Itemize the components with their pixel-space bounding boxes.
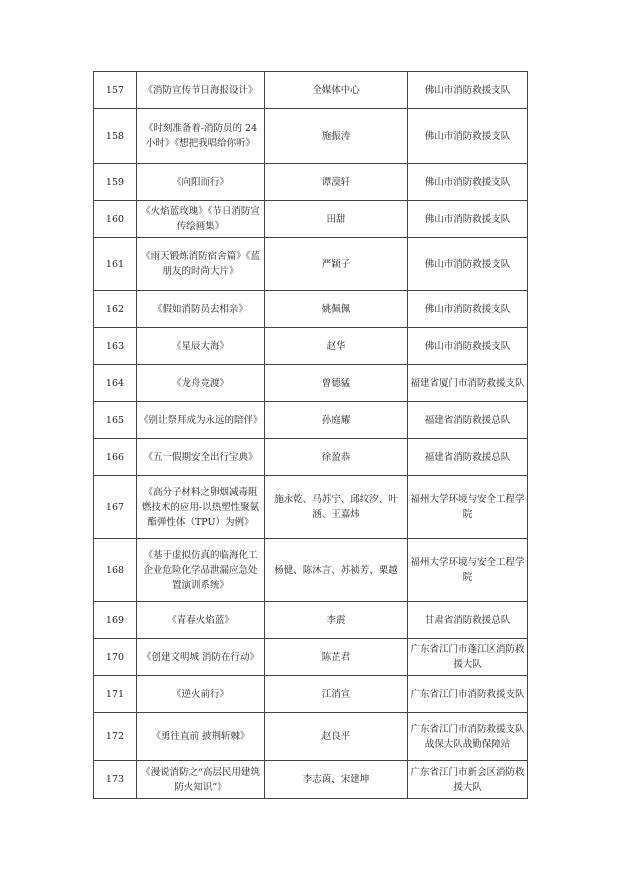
unit-cell [408,365,528,402]
row-number-cell [94,238,137,291]
author-cell [265,164,408,201]
author-cell [265,439,408,476]
unit-cell [408,539,528,602]
unit-text: 广东省江门市新会区消防救援大队 [410,766,525,793]
unit-cell [408,328,528,365]
author-text: 全媒体中心 [312,84,360,96]
work-title-cell [137,109,265,164]
work-title-text: 《勇往直前 披荆斩棘》 [151,731,250,742]
unit-cell [408,761,528,799]
author-cell [265,602,408,639]
row-number-cell [94,328,137,365]
author-text: 赵良平 [321,731,351,742]
unit-cell [408,639,528,676]
unit-cell [408,676,528,713]
author-text: 杨健、陈沐言、苏祯芳、栗越 [274,564,398,576]
table-row [94,476,528,539]
author-cell [265,713,408,761]
row-number-text: 167 [105,501,125,513]
row-number-cell [94,713,137,761]
row-number-cell [94,539,137,602]
table-row [94,365,528,402]
author-cell [265,539,408,602]
author-text: 施永乾、马苏宁、邱纹汐、叶涵、王嘉炜 [274,494,398,520]
work-title-text: 《雨天锻炼消防宿舍篇》《蓝朋友的时尚大片》 [141,251,260,277]
unit-cell [408,713,528,761]
row-number-text: 160 [105,213,125,225]
unit-text: 广东省江门市消防救援支队战保大队战勤保障站 [410,723,525,750]
author-cell [265,201,408,238]
work-title-text: 《别让祭拜成为永远的陪伴》 [139,414,263,426]
work-title-cell [137,365,265,402]
author-text: 李震 [326,614,346,626]
author-text: 徐盈恭 [321,451,351,463]
unit-text: 佛山市消防救援支队 [424,258,511,270]
work-title-text: 《时刻准备着-消防员的 24 小时》《想把我唱给你听》 [143,123,258,149]
row-number-text: 164 [105,377,125,389]
work-title-text: 《创建文明城 消防在行动》 [141,651,260,663]
row-number-text: 168 [105,564,125,576]
work-title-cell [137,164,265,201]
work-title-cell [137,639,265,676]
work-title-text: 《火焰蓝玫瑰》《节日消防宣传绘画集》 [141,206,260,232]
work-title-cell [137,676,265,713]
author-text: 施振涛 [321,130,351,142]
unit-text: 佛山市消防救援支队 [424,176,511,188]
work-title-text: 《基于虚拟仿真的临海化工企业危险化学品泄漏应急处置演训系统》 [143,549,258,591]
table-row [94,109,528,164]
work-title-cell [137,476,265,539]
work-title-cell [137,238,265,291]
row-number-cell [94,291,137,328]
row-number-cell [94,761,137,799]
work-title-text: 《消防宣传节日海报设计》 [143,84,258,96]
work-title-cell [137,328,265,365]
table-row [94,72,528,109]
row-number-text: 165 [105,414,125,426]
unit-cell [408,291,528,328]
work-title-text: 《向阳而行》 [171,176,229,188]
table-row [94,713,528,761]
row-number-cell [94,72,137,109]
author-cell [265,402,408,439]
author-text: 谭漠轩 [321,176,351,188]
author-cell [265,109,408,164]
table-row [94,238,528,291]
work-title-text: 《龙舟竞渡》 [171,377,229,389]
unit-text: 佛山市消防救援支队 [424,130,511,142]
table-row [94,539,528,602]
unit-text: 福州大学环境与安全工程学院 [410,557,525,583]
row-number-cell [94,476,137,539]
work-title-cell [137,761,265,799]
row-number-cell [94,109,137,164]
row-number-cell [94,402,137,439]
row-number-cell [94,365,137,402]
row-number-cell [94,439,137,476]
unit-text: 佛山市消防救援支队 [424,340,511,352]
table-row [94,291,528,328]
unit-cell [408,72,528,109]
unit-text: 福州大学环境与安全工程学院 [410,494,525,520]
table-row [94,402,528,439]
work-title-text: 《星辰大海》 [171,340,229,352]
row-number-text: 169 [105,614,125,626]
row-number-text: 173 [105,774,125,785]
work-title-cell [137,439,265,476]
work-title-text: 《高分子材料之卵烟减毒阻燃技术的应用-以热塑性聚氨酯弹性体（TPU）为例》 [141,486,260,528]
table-row [94,639,528,676]
work-title-text: 《漫说消防之“高层民用建筑防火知识”》 [141,766,260,793]
row-number-text: 166 [105,451,125,463]
table-row [94,761,528,799]
row-number-text: 158 [105,130,125,142]
work-title-text: 《青春火焰蓝》 [167,614,234,626]
unit-cell [408,109,528,164]
unit-text: 福建省消防救援总队 [424,451,511,463]
author-cell [265,72,408,109]
unit-text: 福建省厦门市消防救援支队 [410,377,525,389]
author-cell [265,365,408,402]
author-cell [265,476,408,539]
author-text: 江消宣 [321,688,351,700]
work-title-cell [137,539,265,602]
row-number-text: 159 [105,176,125,188]
unit-text: 佛山市消防救援支队 [424,303,511,315]
work-title-text: 《逆火前行》 [171,688,229,700]
author-cell [265,291,408,328]
row-number-text: 172 [105,731,125,742]
unit-text: 广东省江门市消防救援支队 [410,688,525,700]
row-number-cell [94,602,137,639]
unit-cell [408,164,528,201]
work-title-text: 《五一假期安全出行宝典》 [143,451,258,463]
table-row [94,328,528,365]
table-row [94,439,528,476]
author-text: 田甜 [326,213,346,225]
author-cell [265,639,408,676]
author-cell [265,238,408,291]
table-row [94,676,528,713]
author-text: 严颖子 [321,258,351,270]
table-row [94,201,528,238]
table-row [94,602,528,639]
unit-text: 福建省消防救援总队 [424,414,511,426]
award-list-table [93,71,528,799]
table-row [94,164,528,201]
unit-text: 佛山市消防救援支队 [424,213,511,225]
unit-cell [408,476,528,539]
author-text: 曾德猛 [321,377,351,389]
row-number-cell [94,639,137,676]
unit-text: 佛山市消防救援支队 [424,84,511,96]
row-number-cell [94,201,137,238]
author-text: 姚佩佩 [321,303,351,315]
work-title-text: 《假如消防员去相亲》 [152,303,248,315]
row-number-text: 161 [105,258,125,270]
row-number-cell [94,676,137,713]
author-text: 孙庭耀 [321,414,351,426]
row-number-cell [94,164,137,201]
author-cell [265,676,408,713]
unit-cell [408,201,528,238]
unit-text: 甘肃省消防救援总队 [424,614,511,626]
row-number-text: 163 [105,340,125,352]
row-number-text: 157 [105,84,125,96]
author-cell [265,761,408,799]
row-number-text: 170 [105,651,125,663]
unit-cell [408,439,528,476]
author-cell [265,328,408,365]
row-number-text: 171 [105,688,125,700]
unit-cell [408,402,528,439]
work-title-cell [137,713,265,761]
unit-cell [408,238,528,291]
author-text: 赵华 [326,340,346,352]
work-title-cell [137,72,265,109]
work-title-cell [137,602,265,639]
author-text: 李志茵、宋建坤 [302,774,370,785]
work-title-cell [137,402,265,439]
work-title-cell [137,291,265,328]
work-title-cell [137,201,265,238]
unit-cell [408,602,528,639]
unit-text: 广东省江门市蓬江区消防救援大队 [410,644,525,670]
author-text: 陈芷君 [321,651,351,663]
row-number-text: 162 [105,303,125,315]
award-list-body [94,72,528,799]
